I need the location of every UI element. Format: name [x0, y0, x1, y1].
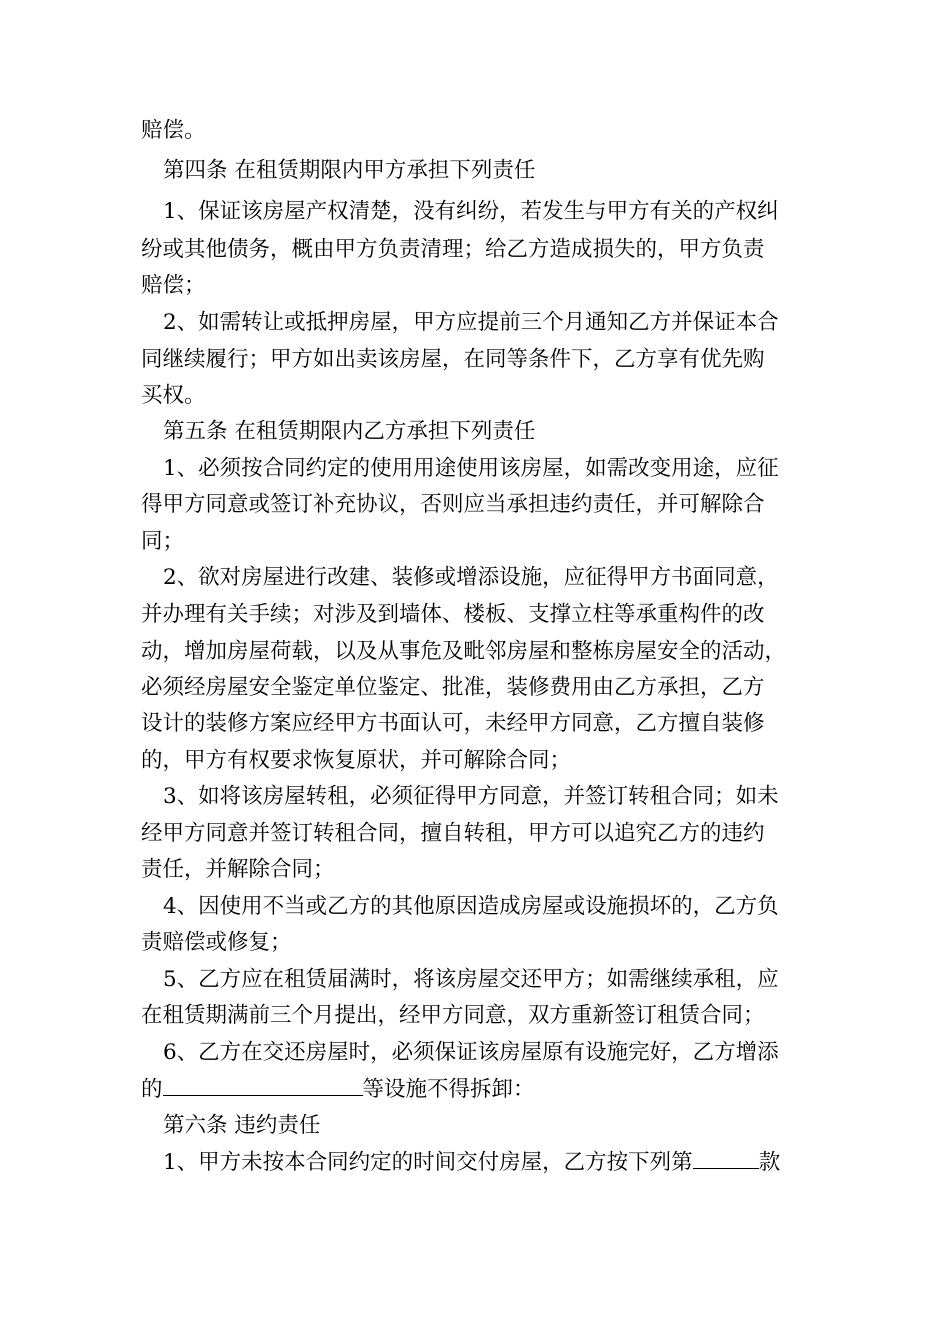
article-heading: 第五条 在租赁期限内乙方承担下列责任	[163, 419, 536, 444]
text-fragment: 的	[141, 1077, 163, 1102]
article-heading: 第四条 在租赁期限内甲方承担下列责任	[163, 158, 536, 183]
text-line: 6、乙方在交还房屋时，必须保证该房屋原有设施完好，乙方增添	[163, 1040, 779, 1065]
text-line: 责任，并解除合同；	[141, 857, 335, 882]
fill-in-blank[interactable]	[693, 1146, 759, 1169]
fill-in-line	[141, 1073, 535, 1105]
text-line: 责赔偿或修复；	[141, 930, 292, 955]
text-fragment: 款	[758, 1150, 781, 1175]
text-line: 5、乙方应在租赁届满时，将该房屋交还甲方；如需继续承租，应	[163, 967, 779, 992]
text-line: 经甲方同意并签订转租合同，擅自转租，甲方可以追究乙方的违约	[141, 821, 765, 846]
text-line: 设计的装修方案应经甲方书面认可，未经甲方同意，乙方擅自装修	[141, 711, 765, 736]
text-line: 在租赁期满前三个月提出，经甲方同意，双方重新签订租赁合同；	[141, 1003, 765, 1028]
text-line: 2、欲对房屋进行改建、装修或增添设施，应征得甲方书面同意，	[163, 565, 779, 590]
text-line: 同继续履行；甲方如出卖该房屋，在同等条件下，乙方享有优先购	[141, 347, 765, 372]
text-line: 1、保证该房屋产权清楚，没有纠纷，若发生与甲方有关的产权纠	[163, 199, 779, 224]
text-line: 并办理有关手续；对涉及到墙体、楼板、支撑立柱等承重构件的改	[141, 602, 765, 627]
text-line: 买权。	[141, 383, 206, 408]
text-line: 动，增加房屋荷载，以及从事危及毗邻房屋和整栋房屋安全的活动，	[141, 639, 787, 664]
text-line: 纷或其他债务，概由甲方负责清理；给乙方造成损失的，甲方负责	[141, 237, 765, 262]
text-line: 2、如需转让或抵押房屋，甲方应提前三个月通知乙方并保证本合	[163, 310, 779, 335]
text-line: 3、如将该房屋转租，必须征得甲方同意，并签订转租合同；如未	[163, 784, 779, 809]
article-heading: 第六条 违约责任	[163, 1113, 321, 1138]
fill-in-blank[interactable]	[163, 1073, 363, 1096]
text-line: 同；	[141, 529, 185, 554]
text-line: 赔偿。	[141, 118, 206, 143]
text-fragment: 1、甲方未按本合同约定的时间交付房屋，乙方按下列第	[163, 1150, 693, 1175]
text-line: 的，甲方有权要求恢复原状，并可解除合同；	[141, 748, 572, 773]
text-line: 得甲方同意或签订补充协议，否则应当承担违约责任，并可解除合	[141, 492, 765, 517]
text-fragment: 等设施不得拆卸：	[362, 1077, 535, 1102]
text-line: 1、必须按合同约定的使用用途使用该房屋，如需改变用途，应征	[163, 456, 779, 481]
text-line: 必须经房屋安全鉴定单位鉴定、批准，装修费用由乙方承担，乙方	[141, 675, 765, 700]
text-line: 4、因使用不当或乙方的其他原因造成房屋或设施损坏的，乙方负	[163, 894, 779, 919]
text-line: 赔偿；	[141, 273, 206, 298]
fill-in-line	[163, 1146, 780, 1178]
